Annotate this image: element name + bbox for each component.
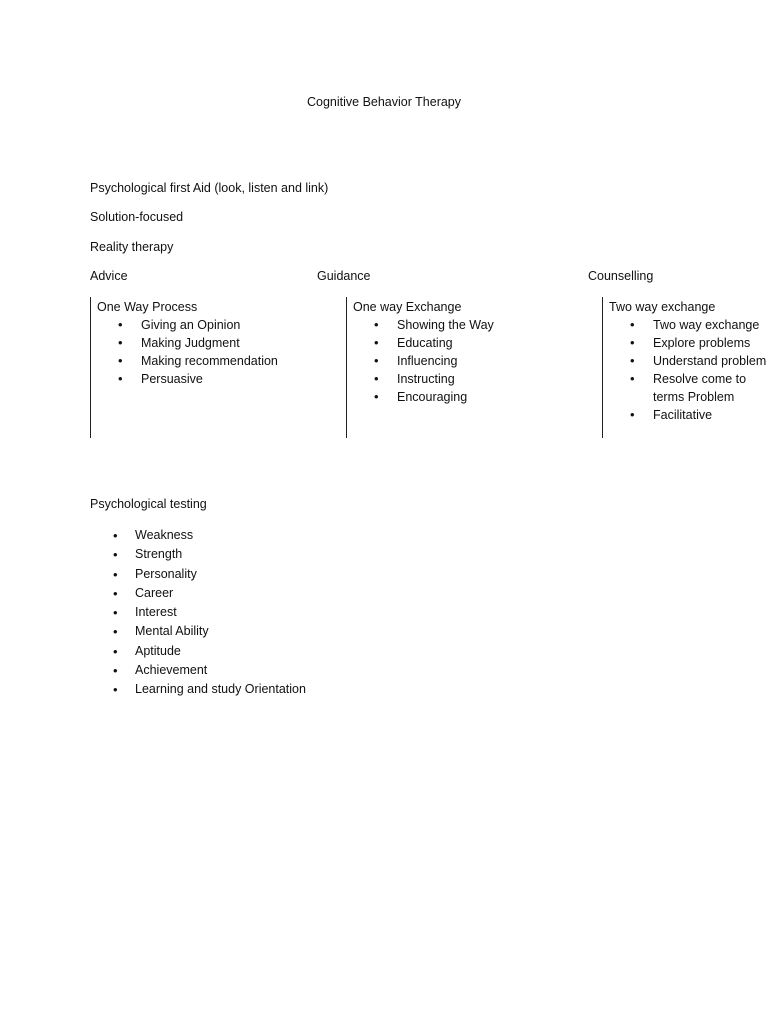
list-item: • Giving an Opinion: [97, 316, 337, 334]
list-item: • Achievement: [90, 661, 306, 680]
list-item: • Explore problems: [609, 334, 768, 352]
advice-column-title: One Way Process: [97, 300, 198, 314]
advice-list: [97, 316, 337, 388]
guidance-column: [346, 297, 593, 438]
list-item: • Resolve come to terms Problem: [609, 370, 768, 406]
list-item: • Learning and study Orientation: [90, 680, 306, 699]
list-item: • Persuasive: [97, 370, 337, 388]
guidance-column-title: One way Exchange: [353, 300, 462, 314]
heading-guidance: Guidance: [317, 269, 371, 283]
list-item: • Instructing: [353, 370, 593, 388]
document-title: Cognitive Behavior Therapy: [306, 95, 462, 109]
list-item: • Understand problem: [609, 352, 768, 370]
psychological-first-aid-line: Psychological first Aid (look, listen and link): [90, 181, 329, 195]
heading-advice: Advice: [90, 269, 128, 283]
list-item: • Career: [90, 584, 306, 603]
list-item: • Personality: [90, 565, 306, 584]
list-item: • Aptitude: [90, 642, 306, 661]
counselling-column: [602, 297, 768, 438]
list-item: • Encouraging: [353, 388, 593, 406]
advice-column: [90, 297, 337, 438]
list-item: • Making Judgment: [97, 334, 337, 352]
guidance-list: [353, 316, 593, 406]
list-item: • Showing the Way: [353, 316, 593, 334]
psychological-testing-title: Psychological testing: [90, 497, 207, 511]
heading-counselling: Counselling: [588, 269, 654, 283]
counselling-list: [609, 316, 768, 424]
list-item: • Making recommendation: [97, 352, 337, 370]
list-item: • Interest: [90, 603, 306, 622]
psychological-testing-list: [90, 526, 306, 700]
list-item: • Facilitative: [609, 406, 768, 424]
list-item: • Two way exchange: [609, 316, 768, 334]
list-item: • Strength: [90, 545, 306, 564]
list-item: • Influencing: [353, 352, 593, 370]
list-item: • Mental Ability: [90, 622, 306, 641]
reality-therapy-line: Reality therapy: [90, 240, 174, 254]
list-item: • Educating: [353, 334, 593, 352]
counselling-column-title: Two way exchange: [609, 300, 716, 314]
solution-focused-line: Solution-focused: [90, 210, 184, 224]
list-item: • Weakness: [90, 526, 306, 545]
